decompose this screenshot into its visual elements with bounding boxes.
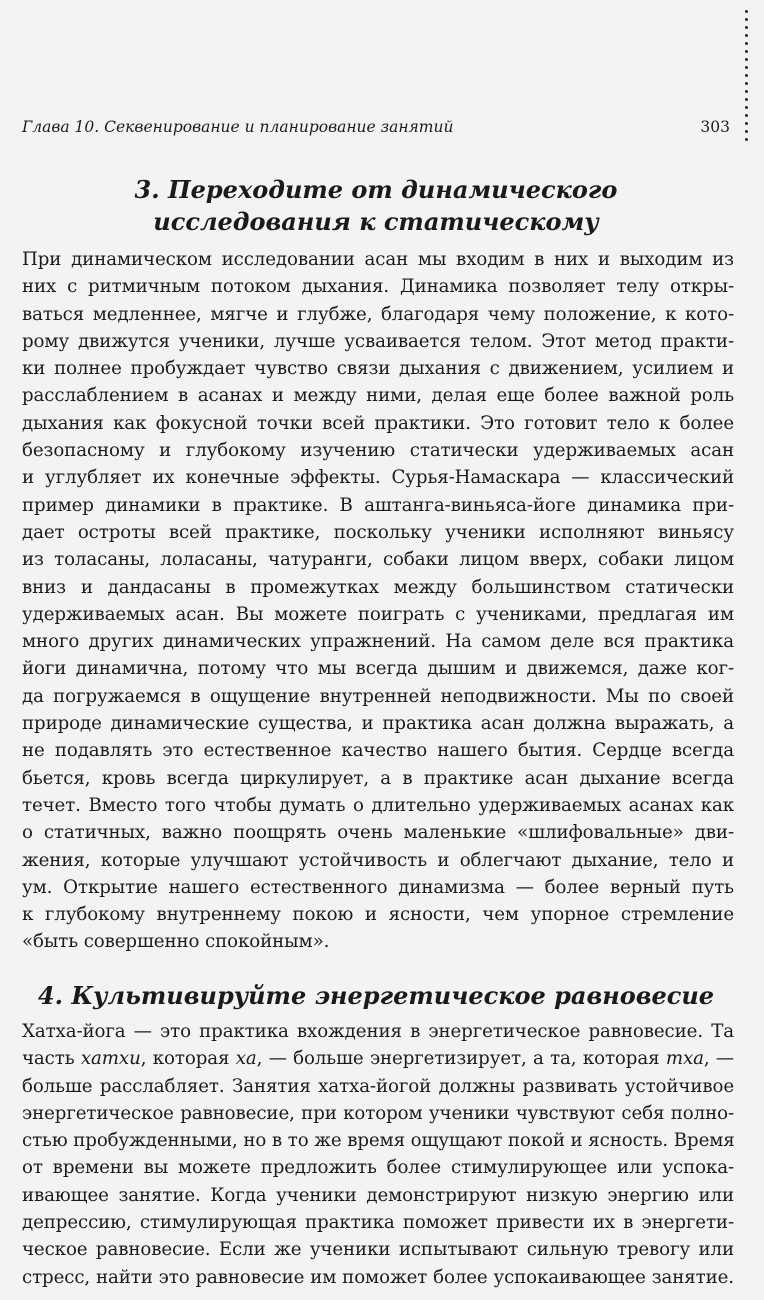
paragraph-line: из толасаны, лоласаны, чатуранги, собаки лицом вверх, собаки лицом <box>22 549 734 571</box>
paragraph-line: больше расслабляет. Занятия хатха-йогой должны развивать устойчивое <box>22 1075 734 1097</box>
paragraph-line: жения, которые улучшают устойчивость и облегчают дыхание, тело и <box>22 849 734 871</box>
paragraph-line: и углубляет их конечные эффекты. Сурья-Намаскара — классический <box>22 467 734 489</box>
text-run: , — больше энергетизирует, а та, которая <box>256 1048 666 1070</box>
paragraph-line: стресс, найти это равновесие им поможет более успокаивающее занятие. <box>22 1266 734 1288</box>
text-run: часть <box>22 1048 81 1070</box>
paragraph-line: них с ритмичным потоком дыхания. Динамика позволяет телу откры- <box>22 276 734 298</box>
chapter-title: Глава 10. Секвенирование и планирование занятий <box>22 118 454 136</box>
paragraph-line: да погружаемся в ощущение внутренней неподвижности. Мы по своей <box>22 685 734 707</box>
emphasis-text: тха <box>665 1048 704 1070</box>
section-3-paragraph <box>22 246 734 956</box>
paragraph-line: течет. Вместо того чтобы думать о длительно удерживаемых асанах как <box>22 794 734 816</box>
paragraph-line: При динамическом исследовании асан мы входим в них и выходим из <box>22 249 734 270</box>
emphasis-text: ха <box>235 1048 257 1070</box>
text-run: , — <box>703 1048 734 1070</box>
paragraph-line: о статичных, важно поощрять очень маленькие «шлифовальные» дви- <box>22 822 734 844</box>
paragraph-line: энергетическое равновесие, при котором ученики чувствуют себя полно- <box>22 1102 734 1124</box>
paragraph-line: пример динамики в практике. В аштанга-виньяса-йоге динамика при- <box>22 494 734 516</box>
paragraph-line: от времени вы можете предложить более стимулирующее или успока- <box>22 1157 734 1179</box>
paragraph-line: вниз и дандасаны в промежутках между большинством статически <box>22 576 734 598</box>
paragraph-line: бьется, кровь всегда циркулирует, а в практике асан дыхание всегда <box>22 767 734 789</box>
paragraph-line: ивающее занятие. Когда ученики демонстрируют низкую энергию или <box>22 1184 734 1206</box>
running-head <box>22 118 730 136</box>
paragraph-line <box>22 1045 734 1072</box>
paragraph-line: ум. Открытие нашего естественного динамизма — более верный путь <box>22 876 734 898</box>
paragraph-line: дыхания как фокусной точки всей практики. Это готовит тело к более <box>22 412 734 434</box>
paragraph-line: безопасному и глубокому изучению статически удерживаемых асан <box>22 440 734 462</box>
paragraph-line: дает остроты всей практике, поскольку ученики исполняют виньясу <box>22 521 734 543</box>
paragraph-line: ваться медленнее, мягче и глубже, благодаря чему положение, к кото- <box>22 303 734 325</box>
paragraph-line: много других динамических упражнений. На самом деле вся практика <box>22 631 734 653</box>
paragraph-line: удерживаемых асан. Вы можете поиграть с учениками, предлагая им <box>22 603 734 625</box>
paragraph-line: к глубокому внутреннему покою и ясности, чем упорное стремление <box>22 904 734 926</box>
paragraph-line: Хатха-йога — это практика вхождения в энергетическое равновесие. Та <box>22 1021 734 1042</box>
emphasis-text: хатхи <box>80 1048 141 1070</box>
paragraph-line: ческое равновесие. Если же ученики испытывают сильную тревогу или <box>22 1239 734 1261</box>
paragraph-line: депрессию, стимулирующая практика поможет привести их в энергети- <box>22 1212 734 1234</box>
paragraph-line: расслаблением в асанах и между ними, делая еще более важной роль <box>22 385 734 407</box>
paragraph-line: рому движутся ученики, лучше усваивается телом. Этот метод практи- <box>22 330 734 352</box>
paragraph-line: йоги динамична, потому что мы всегда дышим и движемся, даже ког- <box>22 658 734 680</box>
paragraph-line: ки полнее пробуждает чувство связи дыхания с движением, усилием и <box>22 358 734 380</box>
paragraph-line: природе динамические существа, и практика асан должна выражать, а <box>22 713 734 735</box>
margin-dot-marks <box>744 10 748 160</box>
section-4-paragraph <box>22 1018 734 1291</box>
paragraph-line: стью пробужденными, но в то же время ощущают покой и ясность. Время <box>22 1130 735 1152</box>
section-4-heading: 4. Культивируйте энергетическое равновесие <box>37 981 715 1010</box>
section-3-heading-line-1: 3. Переходите от динамического <box>134 175 618 204</box>
page-number: 303 <box>700 118 730 136</box>
section-3-heading <box>22 174 730 238</box>
paragraph-line: не подавлять это естественное качество нашего бытия. Сердце всегда <box>22 740 734 762</box>
section-3-heading-line-2: исследования к статическому <box>153 207 599 236</box>
text-run: , которая <box>140 1048 236 1070</box>
paragraph-line: «быть совершенно спокойным». <box>22 931 330 953</box>
